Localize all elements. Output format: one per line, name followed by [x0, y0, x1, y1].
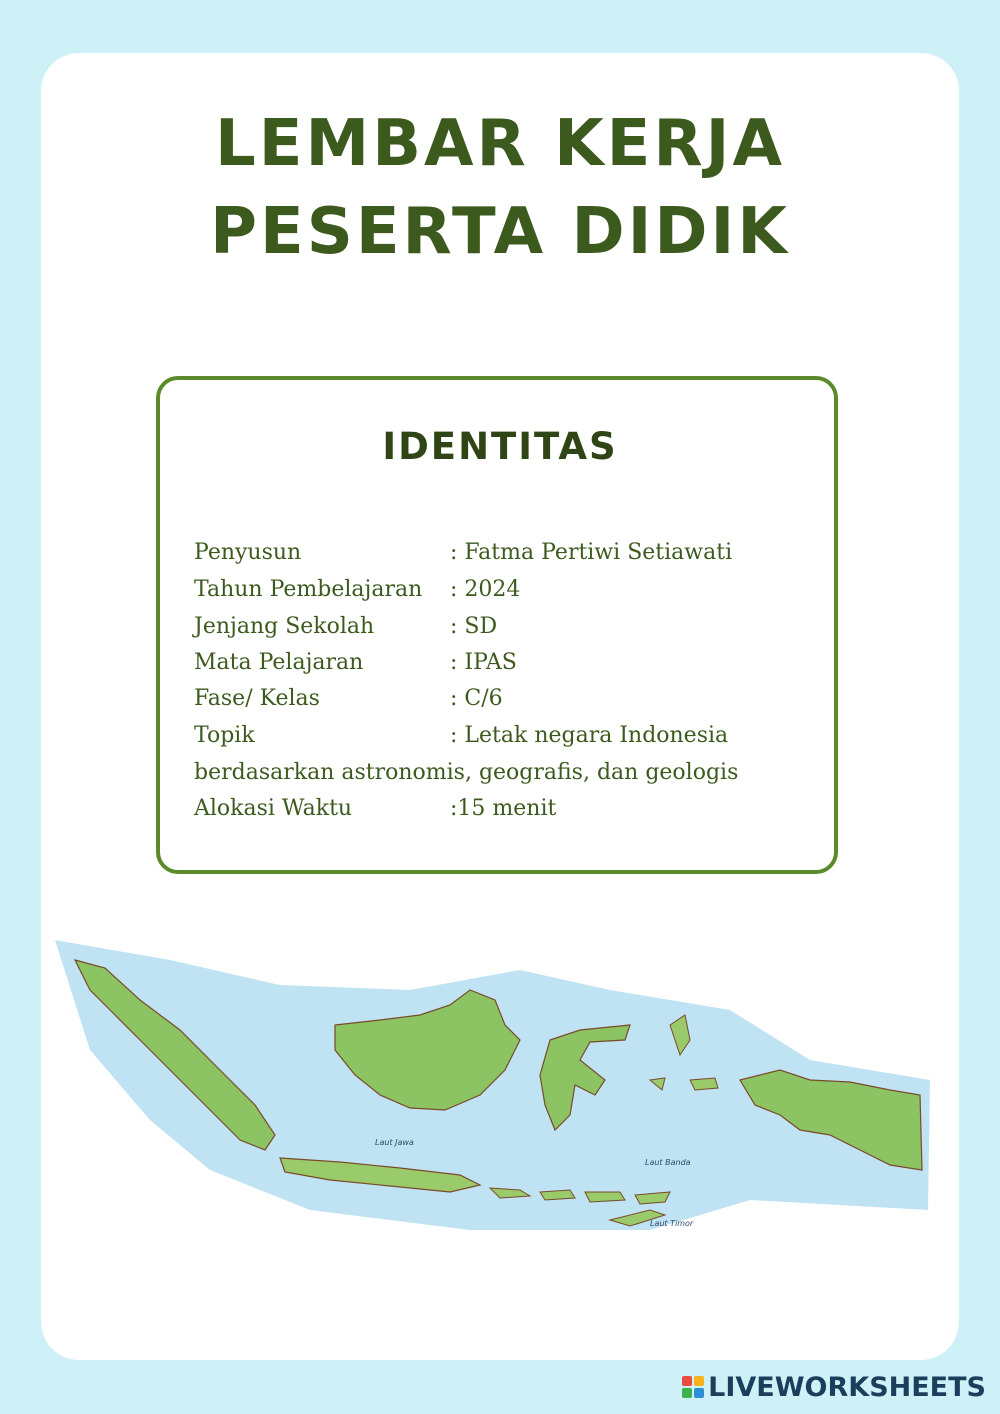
row-label: Fase/ Kelas — [194, 686, 320, 711]
row-label: Tahun Pembelajaran — [194, 577, 423, 602]
indonesia-map — [50, 930, 930, 1230]
row-label: Mata Pelajaran — [194, 650, 364, 675]
row-label: Alokasi Waktu — [194, 796, 353, 821]
liveworksheets-icon — [682, 1376, 704, 1398]
title-line-1: LEMBAR KERJA — [215, 107, 785, 181]
identity-row — [194, 652, 517, 674]
identity-row — [194, 579, 520, 601]
identity-row — [194, 542, 732, 564]
identity-heading: IDENTITAS — [382, 425, 618, 468]
identity-row — [194, 688, 503, 710]
row-label: Penyusun — [194, 540, 302, 565]
row-value: : 2024 — [450, 577, 521, 602]
row-label: Jenjang Sekolah — [194, 614, 375, 639]
identity-row — [194, 616, 497, 638]
row-value: : SD — [450, 614, 498, 639]
identity-row-continuation — [194, 762, 738, 784]
laut-timor-label: Laut Timor — [650, 1219, 694, 1228]
laut-banda-label: Laut Banda — [645, 1158, 691, 1167]
row-label: berdasarkan astronomis, geografis, dan geologis — [194, 760, 739, 785]
row-value: : C/6 — [450, 686, 503, 711]
liveworksheets-logo[interactable] — [682, 1372, 986, 1403]
identity-row — [194, 798, 556, 820]
identity-row — [194, 725, 728, 747]
row-value: :15 menit — [450, 796, 557, 821]
laut-jawa-label: Laut Jawa — [375, 1138, 414, 1147]
liveworksheets-brand: LIVEWORKSHEETS — [708, 1372, 986, 1403]
row-value: : Fatma Pertiwi Setiawati — [450, 540, 733, 565]
title-line-2: PESERTA DIDIK — [210, 195, 790, 269]
row-label: Topik — [194, 723, 255, 748]
row-value: : IPAS — [450, 650, 517, 675]
row-value: : Letak negara Indonesia — [450, 723, 729, 748]
